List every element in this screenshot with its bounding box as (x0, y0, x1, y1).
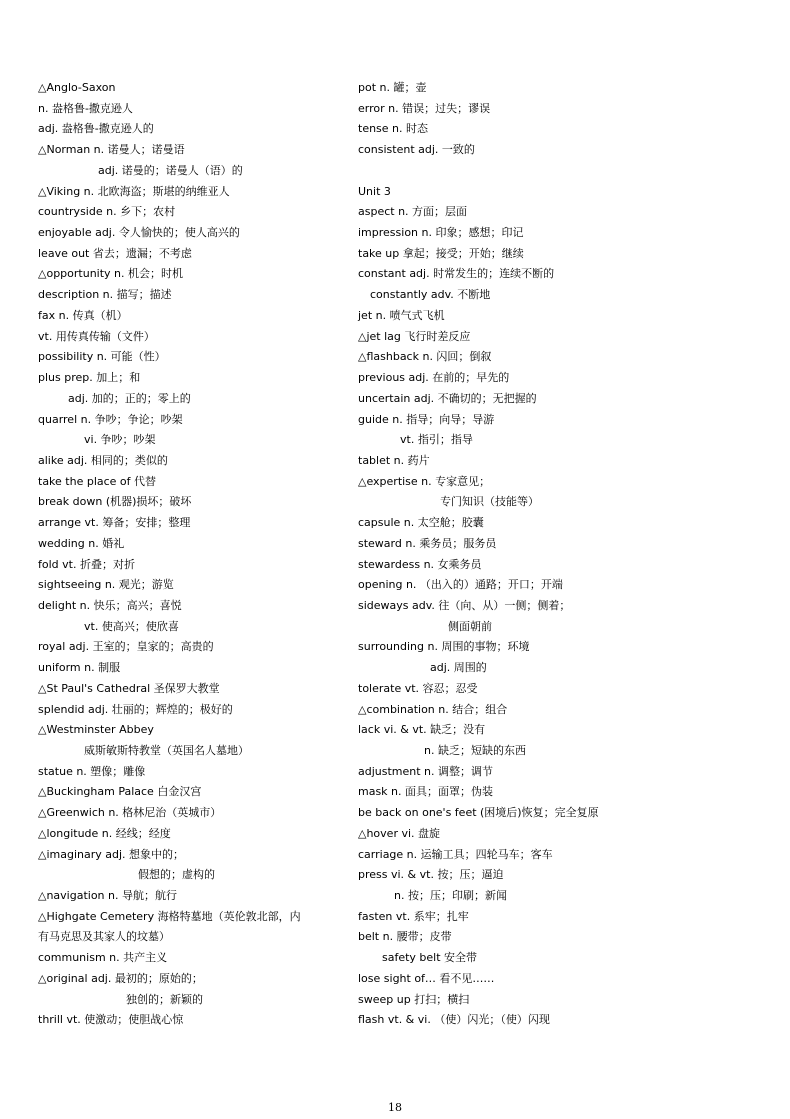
vocab-line: guide n. 指导；向导；导游 (358, 412, 495, 426)
vocab-line: △flashback n. 闪回；倒叙 (358, 350, 492, 364)
vocab-line: description n. 描写；描述 (38, 288, 172, 302)
vocab-line: be back on one's feet (困境后)恢复；完全复原 (358, 806, 599, 820)
vocab-line: tablet n. 药片 (358, 453, 430, 467)
vocab-line: countryside n. 乡下；农村 (38, 205, 176, 219)
vocab-line: statue n. 塑像；雕像 (38, 764, 146, 778)
vocab-line: 侧面朝前 (448, 619, 492, 633)
vocab-line: stewardess n. 女乘务员 (358, 557, 482, 571)
vocab-line: adj. 周围的 (430, 661, 487, 675)
vocab-line: fasten vt. 系牢；扎牢 (358, 909, 469, 923)
vocab-line: communism n. 共产主义 (38, 951, 168, 965)
vocab-line: sightseeing n. 观光；游览 (38, 578, 174, 592)
vocab-line: vt. 使高兴；使欣喜 (84, 619, 179, 633)
vocab-line: lose sight of… 看不见…… (358, 971, 495, 985)
vocab-line: △Norman n. 诺曼人；诺曼语 (38, 143, 185, 157)
vocab-line: take the place of 代替 (38, 474, 157, 488)
vocab-line: △jet lag 飞行时差反应 (358, 329, 471, 343)
vocab-line: aspect n. 方面；层面 (358, 205, 468, 219)
vocab-line: royal adj. 王室的；皇家的；高贵的 (38, 640, 214, 654)
vocab-line: thrill vt. 使激动；使胆战心惊 (38, 1013, 184, 1027)
vocab-line: steward n. 乘务员；服务员 (358, 536, 497, 550)
vocab-line: 威斯敏斯特教堂（英国名人墓地） (84, 744, 249, 757)
vocab-line: impression n. 印象；感想；印记 (358, 226, 524, 240)
vocab-line: leave out 省去；遗漏；不考虑 (38, 246, 192, 260)
vocab-line: adjustment n. 调整；调节 (358, 764, 494, 778)
vocab-line: △Westminster Abbey (38, 723, 154, 737)
vocab-line: lack vi. & vt. 缺乏；没有 (358, 723, 486, 737)
vocab-line: error n. 错误；过失；谬误 (358, 101, 491, 115)
vocab-line: uncertain adj. 不确切的；无把握的 (358, 391, 537, 405)
vocab-line: flash vt. & vi. （使）闪光；（使）闪现 (358, 1013, 550, 1027)
vocab-line: Unit 3 (358, 184, 391, 198)
vocab-line: △Buckingham Palace 白金汉宫 (38, 785, 202, 799)
vocab-line: delight n. 快乐；高兴；喜悦 (38, 598, 182, 612)
vocab-line: fax n. 传真（机） (38, 308, 128, 322)
vocab-line: adj. 盎格鲁-撒克逊人的 (38, 122, 154, 136)
vocab-line: arrange vt. 筹备；安排；整理 (38, 516, 191, 530)
vocab-line: 专门知识（技能等） (440, 495, 539, 509)
vocab-line: sideways adv. 往（向、从）一侧；侧着； (358, 598, 571, 612)
vocab-line: adj. 诺曼的；诺曼人（语）的 (98, 163, 243, 177)
vocabulary-column-left (38, 78, 343, 1031)
vocab-line: mask n. 面具；面罩；伪装 (358, 785, 494, 799)
page-number: 18 (388, 1101, 402, 1114)
vocab-line: previous adj. 在前的；早先的 (358, 371, 510, 385)
vocab-line: △Anglo-Saxon (38, 81, 116, 94)
vocab-line: plus prep. 加上；和 (38, 371, 141, 385)
vocab-line: carriage n. 运输工具；四轮马车；客车 (358, 847, 553, 861)
vocab-line: △navigation n. 导航；航行 (38, 889, 177, 903)
vocab-line (358, 161, 618, 182)
vocab-line: vt. 指引；指导 (400, 433, 473, 447)
vocab-line: alike adj. 相同的；类似的 (38, 453, 168, 467)
vocab-line: sweep up 打扫；横扫 (358, 992, 470, 1006)
vocab-line: △Highgate Cemetery 海格特墓地（英伦敦北部，内 (38, 909, 301, 923)
vocab-line: uniform n. 制服 (38, 661, 121, 675)
vocab-line: n. 盎格鲁-撒克逊人 (38, 101, 133, 115)
vocab-line: surrounding n. 周围的事物；环境 (358, 640, 530, 654)
vocab-line: △expertise n. 专家意见； (358, 474, 491, 488)
vocabulary-column-right (358, 78, 618, 1031)
vocab-line: tense n. 时态 (358, 122, 429, 136)
vocab-line: tolerate vt. 容忍；忍受 (358, 681, 478, 695)
vocab-line: quarrel n. 争吵；争论；吵架 (38, 412, 183, 426)
vocab-line: 独创的；新颖的 (126, 992, 203, 1006)
vocab-line: press vi. & vt. 按；压；逼迫 (358, 868, 504, 882)
vocab-line: △combination n. 结合；组合 (358, 702, 508, 716)
vocab-line: △opportunity n. 机会；时机 (38, 267, 184, 281)
vocab-line: △original adj. 最初的；原始的； (38, 971, 203, 985)
vocab-line: adj. 加的；正的；零上的 (68, 391, 191, 405)
vocab-line: opening n. （出入的）通路；开口；开端 (358, 578, 563, 592)
vocab-line: △Greenwich n. 格林尼治（英城市） (38, 806, 222, 820)
vocab-line: 有马克思及其家人的坟墓） (38, 930, 170, 944)
vocab-line: fold vt. 折叠；对折 (38, 557, 135, 571)
vocab-line: constantly adv. 不断地 (370, 288, 491, 302)
vocab-line: △St Paul's Cathedral 圣保罗大教堂 (38, 681, 220, 695)
vocab-line: 假想的；虚构的 (138, 868, 215, 882)
vocab-line: capsule n. 太空舱；胶囊 (358, 516, 484, 530)
vocab-line: vi. 争吵；吵架 (84, 433, 156, 447)
vocab-line: take up 拿起；接受；开始；继续 (358, 246, 524, 260)
vocab-line: possibility n. 可能（性） (38, 350, 166, 364)
vocab-line: consistent adj. 一致的 (358, 143, 475, 157)
vocab-line: n. 按；压；印刷；新闻 (394, 889, 507, 903)
vocab-line: splendid adj. 壮丽的；辉煌的；极好的 (38, 702, 233, 716)
vocab-line: jet n. 喷气式飞机 (358, 308, 445, 322)
vocab-line: safety belt 安全带 (382, 951, 478, 965)
vocab-line: △longitude n. 经线；经度 (38, 826, 171, 840)
vocab-line: pot n. 罐；壶 (358, 81, 427, 94)
vocab-line: vt. 用传真传输（文件） (38, 329, 155, 343)
vocab-line: belt n. 腰带；皮带 (358, 930, 452, 944)
vocab-line: wedding n. 婚礼 (38, 536, 125, 550)
vocab-line: △imaginary adj. 想象中的； (38, 847, 185, 861)
vocab-line: constant adj. 时常发生的；连续不断的 (358, 267, 555, 281)
vocab-line: △Viking n. 北欧海盗；斯堪的纳维亚人 (38, 184, 230, 198)
vocab-line: n. 缺乏；短缺的东西 (424, 744, 526, 757)
vocab-line: break down (机器)损坏；破坏 (38, 495, 192, 509)
vocab-line: △hover vi. 盘旋 (358, 826, 441, 840)
vocab-line: enjoyable adj. 令人愉快的；使人高兴的 (38, 226, 240, 240)
